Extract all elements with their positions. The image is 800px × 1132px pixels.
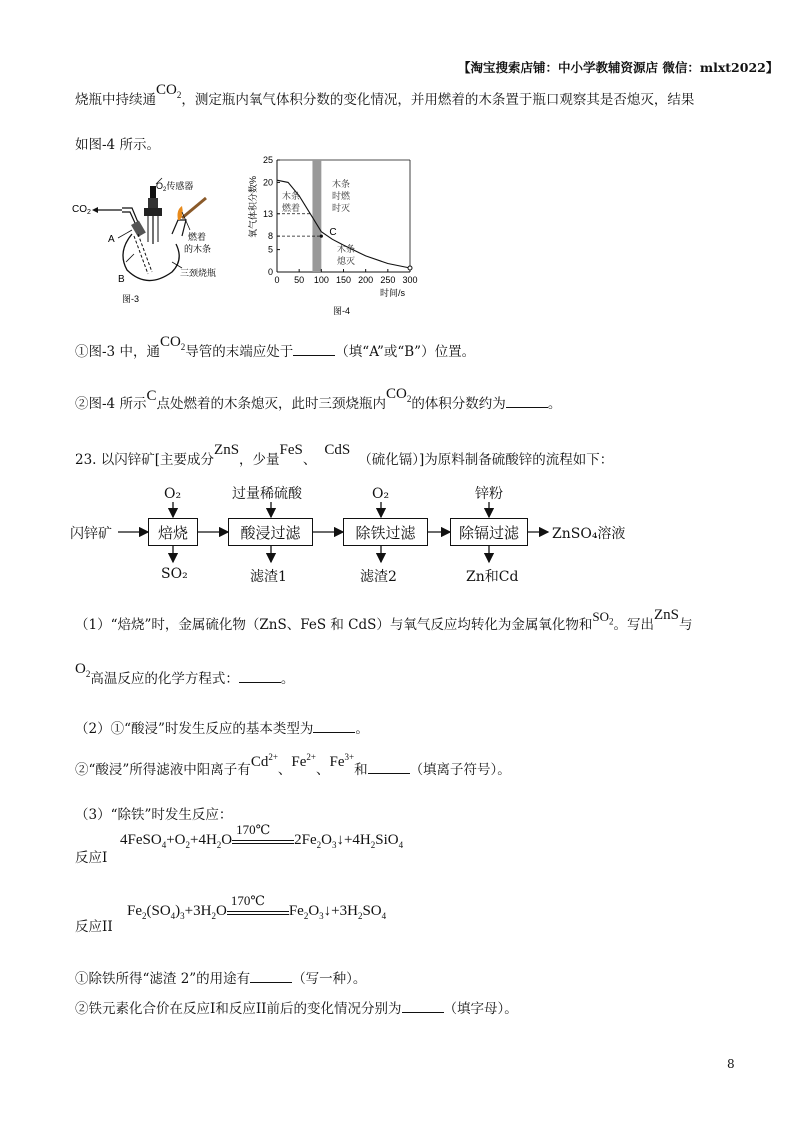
intro-line-1 [75, 82, 695, 110]
burning-stick-label-2: 的木条 [184, 244, 212, 254]
answer-blank[interactable] [402, 1000, 444, 1013]
reaction-2-label: 反应II [75, 919, 113, 935]
y-tick-label: 25 [262, 155, 273, 165]
input-o2-2: O₂ [372, 486, 390, 502]
page-number: 8 [727, 1057, 735, 1071]
o2-formula: $O_2$ [75, 661, 91, 679]
problem-23-intro: 23. 以闪锌矿[主要成分ZnS，少量FeS、CdS（硫化镉）]为原料制备硫酸锌的流程如下： [75, 442, 614, 468]
section-1-line-1: （1）“焙烧”时，金属硫化物（ZnS、FeS 和 CdS）与氧气反应均转化为金属氧化物和$SO_2$。写出ZnS与 [75, 607, 693, 633]
section-2-q2: ②“酸浸”所得滤液中阳离子有$Cd^{2+}$、$Fe^{2+}$、$Fe^{3+}$和 （填离子符号）。 [75, 752, 511, 778]
annotation-burning-2: 燃着 [282, 203, 301, 213]
zns-formula: ZnS [654, 607, 680, 623]
shaded-region [312, 160, 321, 272]
annotation-burn-2: 时燃 [332, 191, 351, 201]
y-tick-label: 5 [267, 244, 273, 255]
answer-blank[interactable] [239, 670, 281, 683]
x-tick-label: 300 [402, 275, 418, 285]
input-o2-1: O₂ [164, 486, 182, 502]
annotation-out-1: 木条 [337, 244, 356, 254]
answer-blank[interactable] [506, 395, 548, 408]
x-tick-label: 0 [274, 275, 280, 285]
output-so2: SO₂ [161, 566, 188, 582]
annotation-burning-1: 木条 [282, 191, 301, 201]
reaction-1-equation: $4FeSO_4+O_2+4H_2O$ 170℃ $2Fe_2O_3↓+4H_2SiO_4$ [120, 822, 404, 850]
so2-formula: $SO_2$ [592, 609, 614, 627]
x-tick-label: 100 [313, 275, 329, 285]
header-watermark: 【淘宝搜索店铺：中小学教辅资源店 微信：mlxt2022】 [458, 60, 779, 75]
data-point-end [408, 266, 412, 270]
section-1-line-2: $O_2$高温反应的化学方程式： 。 [75, 661, 295, 687]
output-zn-cd: Zn和Cd [466, 569, 519, 585]
co2-formula: $CO_2$ [385, 386, 412, 404]
section-3-title: （3）“除铁”时发生反应： [75, 807, 233, 823]
x-tick-label: 50 [294, 275, 305, 285]
o2-sensor-label: $O_2$传感器 [156, 181, 194, 193]
figure-3-caption: 图-3 [122, 294, 140, 304]
zns-formula: ZnS [214, 442, 240, 458]
figure-4-caption: 图-4 [333, 306, 351, 316]
y-tick-label: 20 [262, 177, 273, 188]
raw-material: 闪锌矿 [70, 526, 112, 542]
figure-4-chart [245, 152, 425, 317]
reaction-1-label: 反应I [75, 850, 108, 866]
question-2: ②图-4 所示C点处燃着的木条熄灭，此时三颈烧瓶内$CO_2$的体积分数约为 。 [75, 386, 562, 412]
question-1: ①图-3 中，通$CO_2$导管的末端应处于 （填“A”或“B”）位置。 [75, 334, 476, 360]
fe2-ion: $Fe^{2+}$ [291, 752, 316, 770]
section-2-q1: （2）①“酸浸”时发生反应的基本类型为 。 [75, 721, 369, 737]
intro-line-2: 如图-4 所示。 [75, 137, 160, 153]
burning-stick-label-1: 燃着 [188, 232, 207, 242]
co2-inlet-label: $CO_2$ [72, 204, 91, 216]
y-tick-label: 0 [267, 267, 273, 277]
y-tick-label: 8 [267, 231, 273, 242]
step-acid-leach: 酸浸过滤 [228, 518, 313, 546]
flask-label: 三颈烧瓶 [180, 268, 217, 278]
fe3-ion: $Fe^{3+}$ [329, 752, 355, 770]
answer-blank[interactable] [293, 343, 335, 356]
x-axis-label: 时间/s [380, 288, 406, 298]
data-point-c [320, 235, 323, 238]
y-tick-label: 13 [262, 208, 273, 219]
input-zinc-powder: 锌粉 [475, 486, 503, 502]
product-znso4: ZnSO₄溶液 [552, 526, 626, 542]
x-tick-label: 250 [380, 275, 396, 285]
annotation-burn-3: 时灭 [332, 203, 351, 213]
step-iron-removal: 除铁过滤 [343, 518, 428, 546]
condition-170c: 170℃ [236, 822, 271, 837]
point-c-ref: C [146, 388, 157, 404]
y-axis-label: 氧气体积分数% [248, 175, 258, 238]
figure-3-apparatus [72, 172, 232, 307]
step-cadmium-removal: 除镉过滤 [450, 518, 528, 546]
x-tick-label: 150 [335, 275, 352, 285]
condition-170c: 170℃ [230, 893, 265, 908]
x-tick-label: 200 [358, 275, 374, 285]
co2-formula: $CO_2$ [156, 82, 182, 100]
answer-blank[interactable] [313, 720, 355, 733]
annotation-out-2: 熄灭 [337, 256, 356, 266]
step-roasting: 焙烧 [148, 518, 198, 546]
output-residue-1: 滤渣1 [250, 569, 287, 585]
cds-formula: CdS [324, 442, 351, 458]
label-a: A [108, 234, 115, 245]
output-residue-2: 滤渣2 [360, 569, 397, 585]
point-c-label: C [329, 227, 337, 239]
intro-text-pre: 烧瓶中持续通 [75, 92, 156, 108]
fes-formula: FeS [279, 442, 303, 458]
annotation-burn-1: 木条 [332, 179, 351, 189]
intro-text-post: ，测定瓶内氧气体积分数的变化情况，并用燃着的木条置于瓶口观察其是否熄灭，结果 [181, 92, 695, 108]
answer-blank[interactable] [368, 761, 410, 774]
co2-formula: $CO_2$ [159, 334, 186, 352]
section-3-q1: ①除铁所得“滤渣 2”的用途有 （写一种）。 [75, 971, 367, 987]
reaction-2-equation: $Fe_2(SO_4)_3+3H_2O$ 170℃ $Fe_2O_3↓+3H_2SO_4$ [127, 893, 387, 921]
label-b: B [118, 274, 125, 285]
input-acid: 过量稀硫酸 [232, 486, 302, 502]
section-3-q2: ②铁元素化合价在反应I和反应II前后的变化情况分别为 （填字母）。 [75, 1001, 518, 1017]
cd-ion: $Cd^{2+}$ [250, 752, 278, 770]
answer-blank[interactable] [250, 970, 292, 983]
